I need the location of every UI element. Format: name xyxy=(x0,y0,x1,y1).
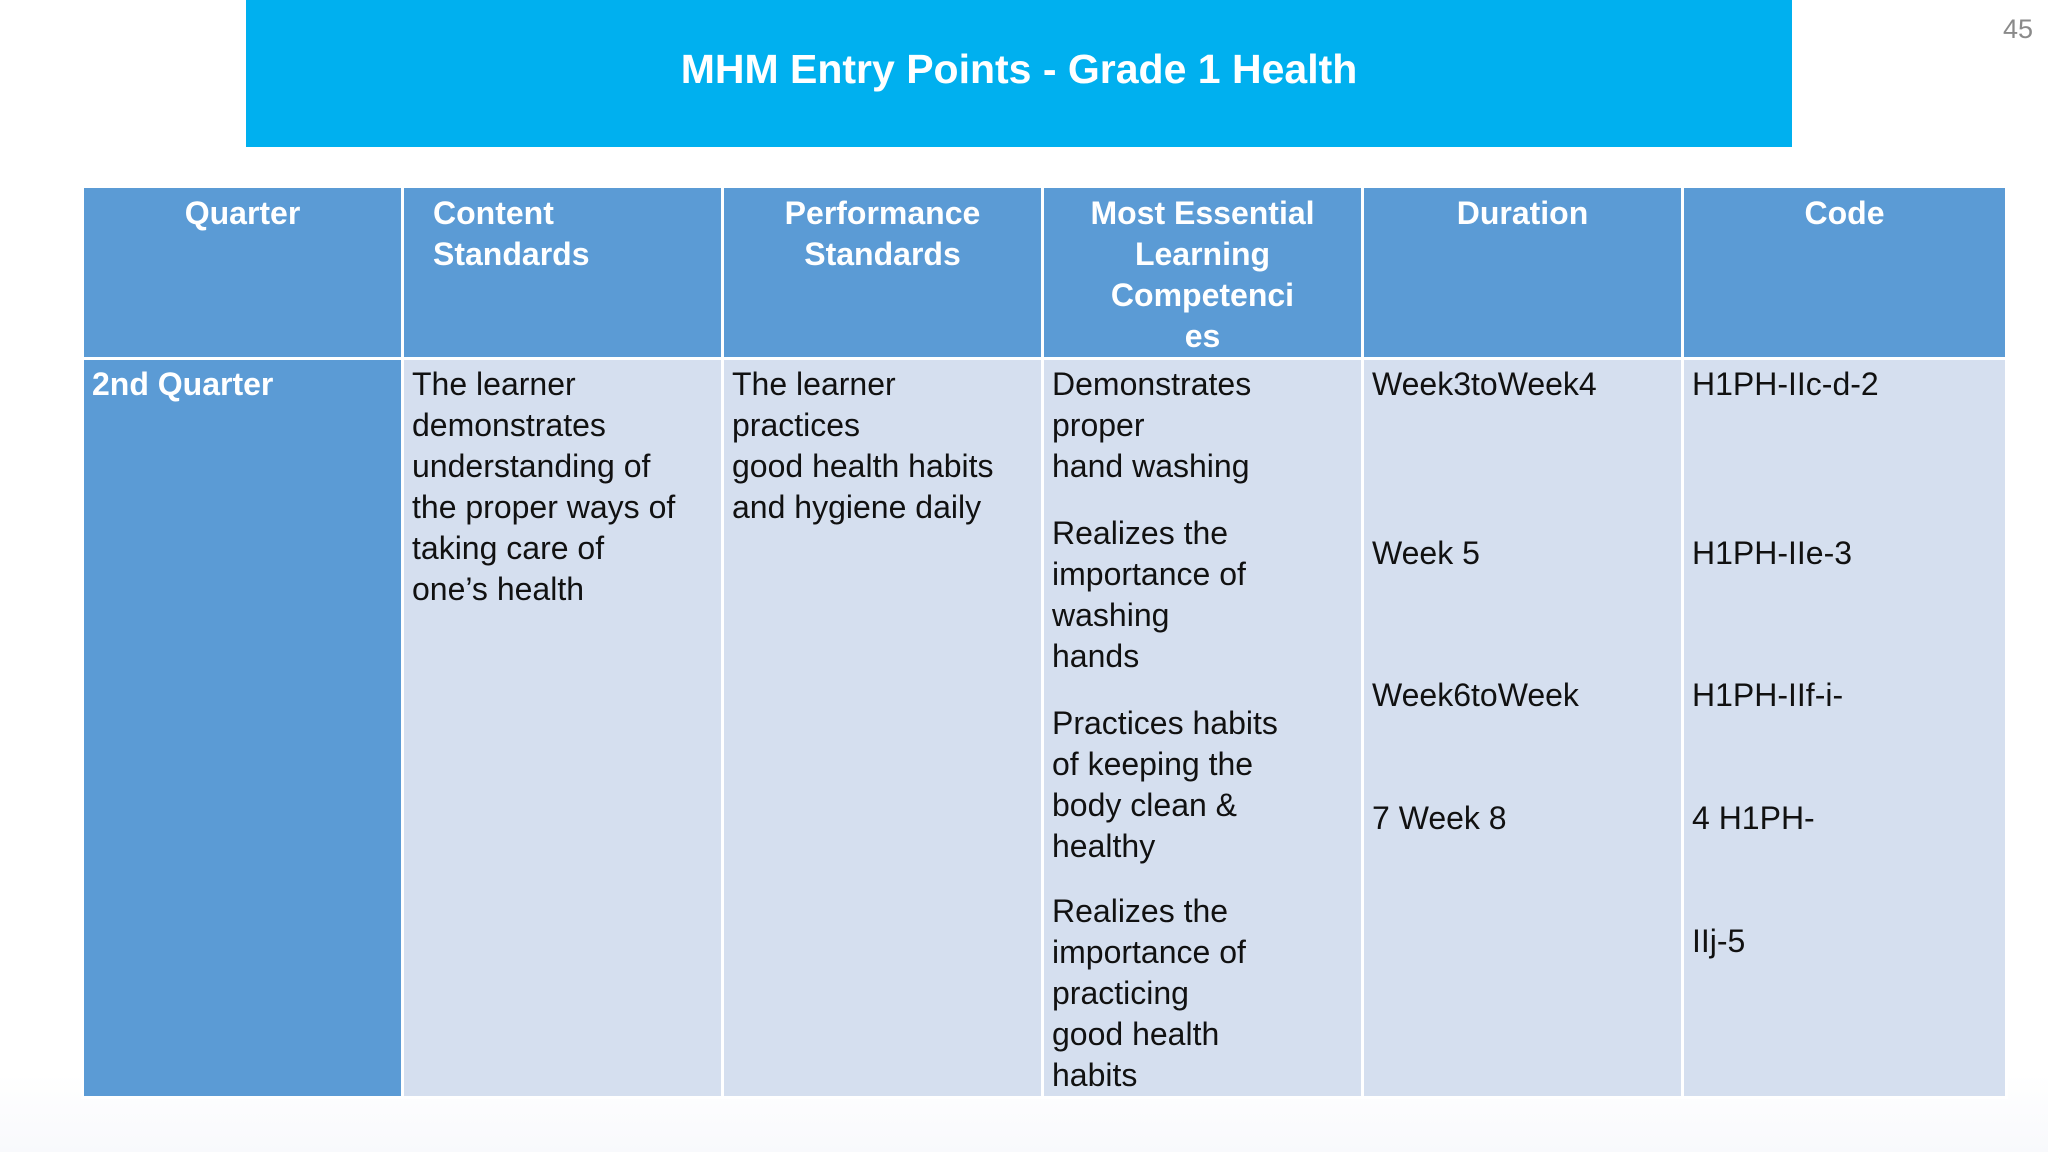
header-duration: Duration xyxy=(1363,187,1683,359)
header-row xyxy=(83,187,2007,359)
code-entry: 4 H1PH- xyxy=(1692,800,1815,836)
duration-entry: Week3toWeek4 xyxy=(1372,366,1597,402)
code-entry: H1PH-IIc-d-2 xyxy=(1692,366,1879,402)
code-entry: IIj-5 xyxy=(1692,923,1746,959)
duration-entry: 7 Week 8 xyxy=(1372,800,1507,836)
cell-performance-standards: The learner practices good health habits and hygiene daily xyxy=(723,359,1043,1098)
competency-item: Demonstrates proper hand washing xyxy=(1052,366,1252,484)
slide-number: 45 xyxy=(2002,14,2033,44)
header-code: Code xyxy=(1683,187,2007,359)
header-competencies: Most Essential Learning Competenci es xyxy=(1043,187,1363,359)
header-performance-standards: Performance Standards xyxy=(723,187,1043,359)
competency-item: Realizes the importance of practicing good health habits xyxy=(1052,893,1246,1093)
header-quarter: Quarter xyxy=(83,187,403,359)
competency-item: Practices habits of keeping the body clean & healthy xyxy=(1052,705,1278,864)
duration-entry: Week 5 xyxy=(1372,535,1480,571)
competency-item: Realizes the importance of washing hands xyxy=(1052,515,1246,674)
duration-entry: Week6toWeek xyxy=(1372,677,1579,713)
cell-code xyxy=(1683,359,2007,1098)
code-entry: H1PH-IIf-i- xyxy=(1692,677,1844,713)
header-content-standards: Content Standards xyxy=(403,187,723,359)
title-banner xyxy=(246,0,1792,147)
slide-title: MHM Entry Points - Grade 1 Health xyxy=(680,46,1358,92)
code-entry: H1PH-IIe-3 xyxy=(1692,535,1853,571)
cell-content-standards: The learner demonstrates understanding of the proper ways of taking care of one’s health xyxy=(403,359,723,1098)
cell-competencies xyxy=(1043,359,1363,1098)
entry-points-table xyxy=(81,185,2008,1099)
table-row xyxy=(83,359,2007,1098)
cell-quarter: 2nd Quarter xyxy=(83,359,403,1098)
cell-duration xyxy=(1363,359,1683,1098)
